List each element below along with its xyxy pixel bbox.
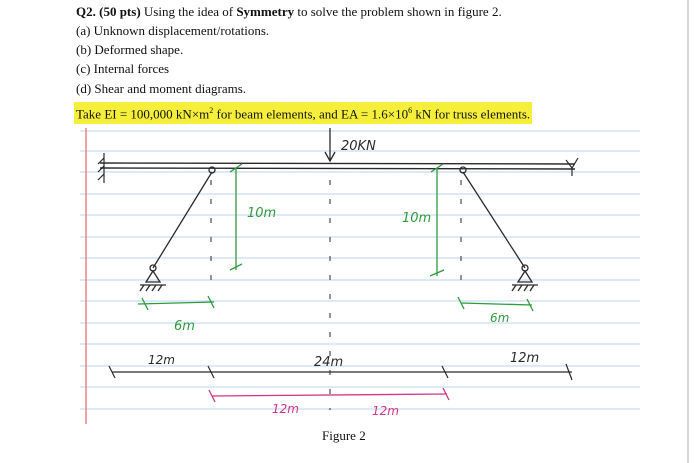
question-number: Q2. bbox=[76, 4, 96, 19]
figure-caption: Figure 2 bbox=[322, 428, 366, 443]
given-ei: Take EI = 100,000 kN×m bbox=[76, 106, 210, 122]
given-ea-exponent: 6 bbox=[408, 106, 413, 115]
load-label: 20KN bbox=[341, 139, 376, 154]
right-end-support bbox=[566, 158, 578, 176]
part-c: (c) Internal forces bbox=[76, 61, 170, 76]
left-truss bbox=[140, 167, 215, 291]
height-left-label: 10m bbox=[247, 206, 277, 221]
support-span-left-label: 6m bbox=[174, 319, 195, 334]
beam bbox=[100, 163, 575, 169]
ruled-lines bbox=[80, 131, 640, 409]
given-ea-unit: kN for truss elements. bbox=[412, 106, 531, 122]
part-a: (a) Unknown displacement/rotations. bbox=[76, 23, 270, 38]
half-right-label: 12m bbox=[372, 404, 399, 418]
question-intro-before: Using the idea of bbox=[143, 4, 234, 19]
dim-right-label: 12m bbox=[510, 351, 540, 366]
height-right-label: 10m bbox=[402, 211, 432, 226]
dim-left-label: 12m bbox=[148, 353, 175, 367]
question-intro-bold: Symmetry bbox=[236, 4, 295, 19]
part-d: (d) Shear and moment diagrams. bbox=[76, 81, 247, 96]
given-ea: for beam elements, and EA = 1.6×10 bbox=[213, 106, 409, 122]
right-truss bbox=[460, 167, 538, 291]
load-arrow bbox=[325, 128, 335, 161]
given-ei-exponent: 2 bbox=[209, 106, 214, 115]
dim-center-label: 24m bbox=[314, 355, 344, 370]
question-intro-after: to solve the problem shown in figure 2. bbox=[297, 4, 502, 19]
question-points: (50 pts) bbox=[99, 4, 141, 19]
support-span-right-label: 6m bbox=[490, 311, 510, 325]
part-b: (b) Deformed shape. bbox=[76, 42, 184, 57]
half-span-dimension bbox=[209, 388, 449, 402]
half-left-label: 12m bbox=[272, 402, 299, 416]
